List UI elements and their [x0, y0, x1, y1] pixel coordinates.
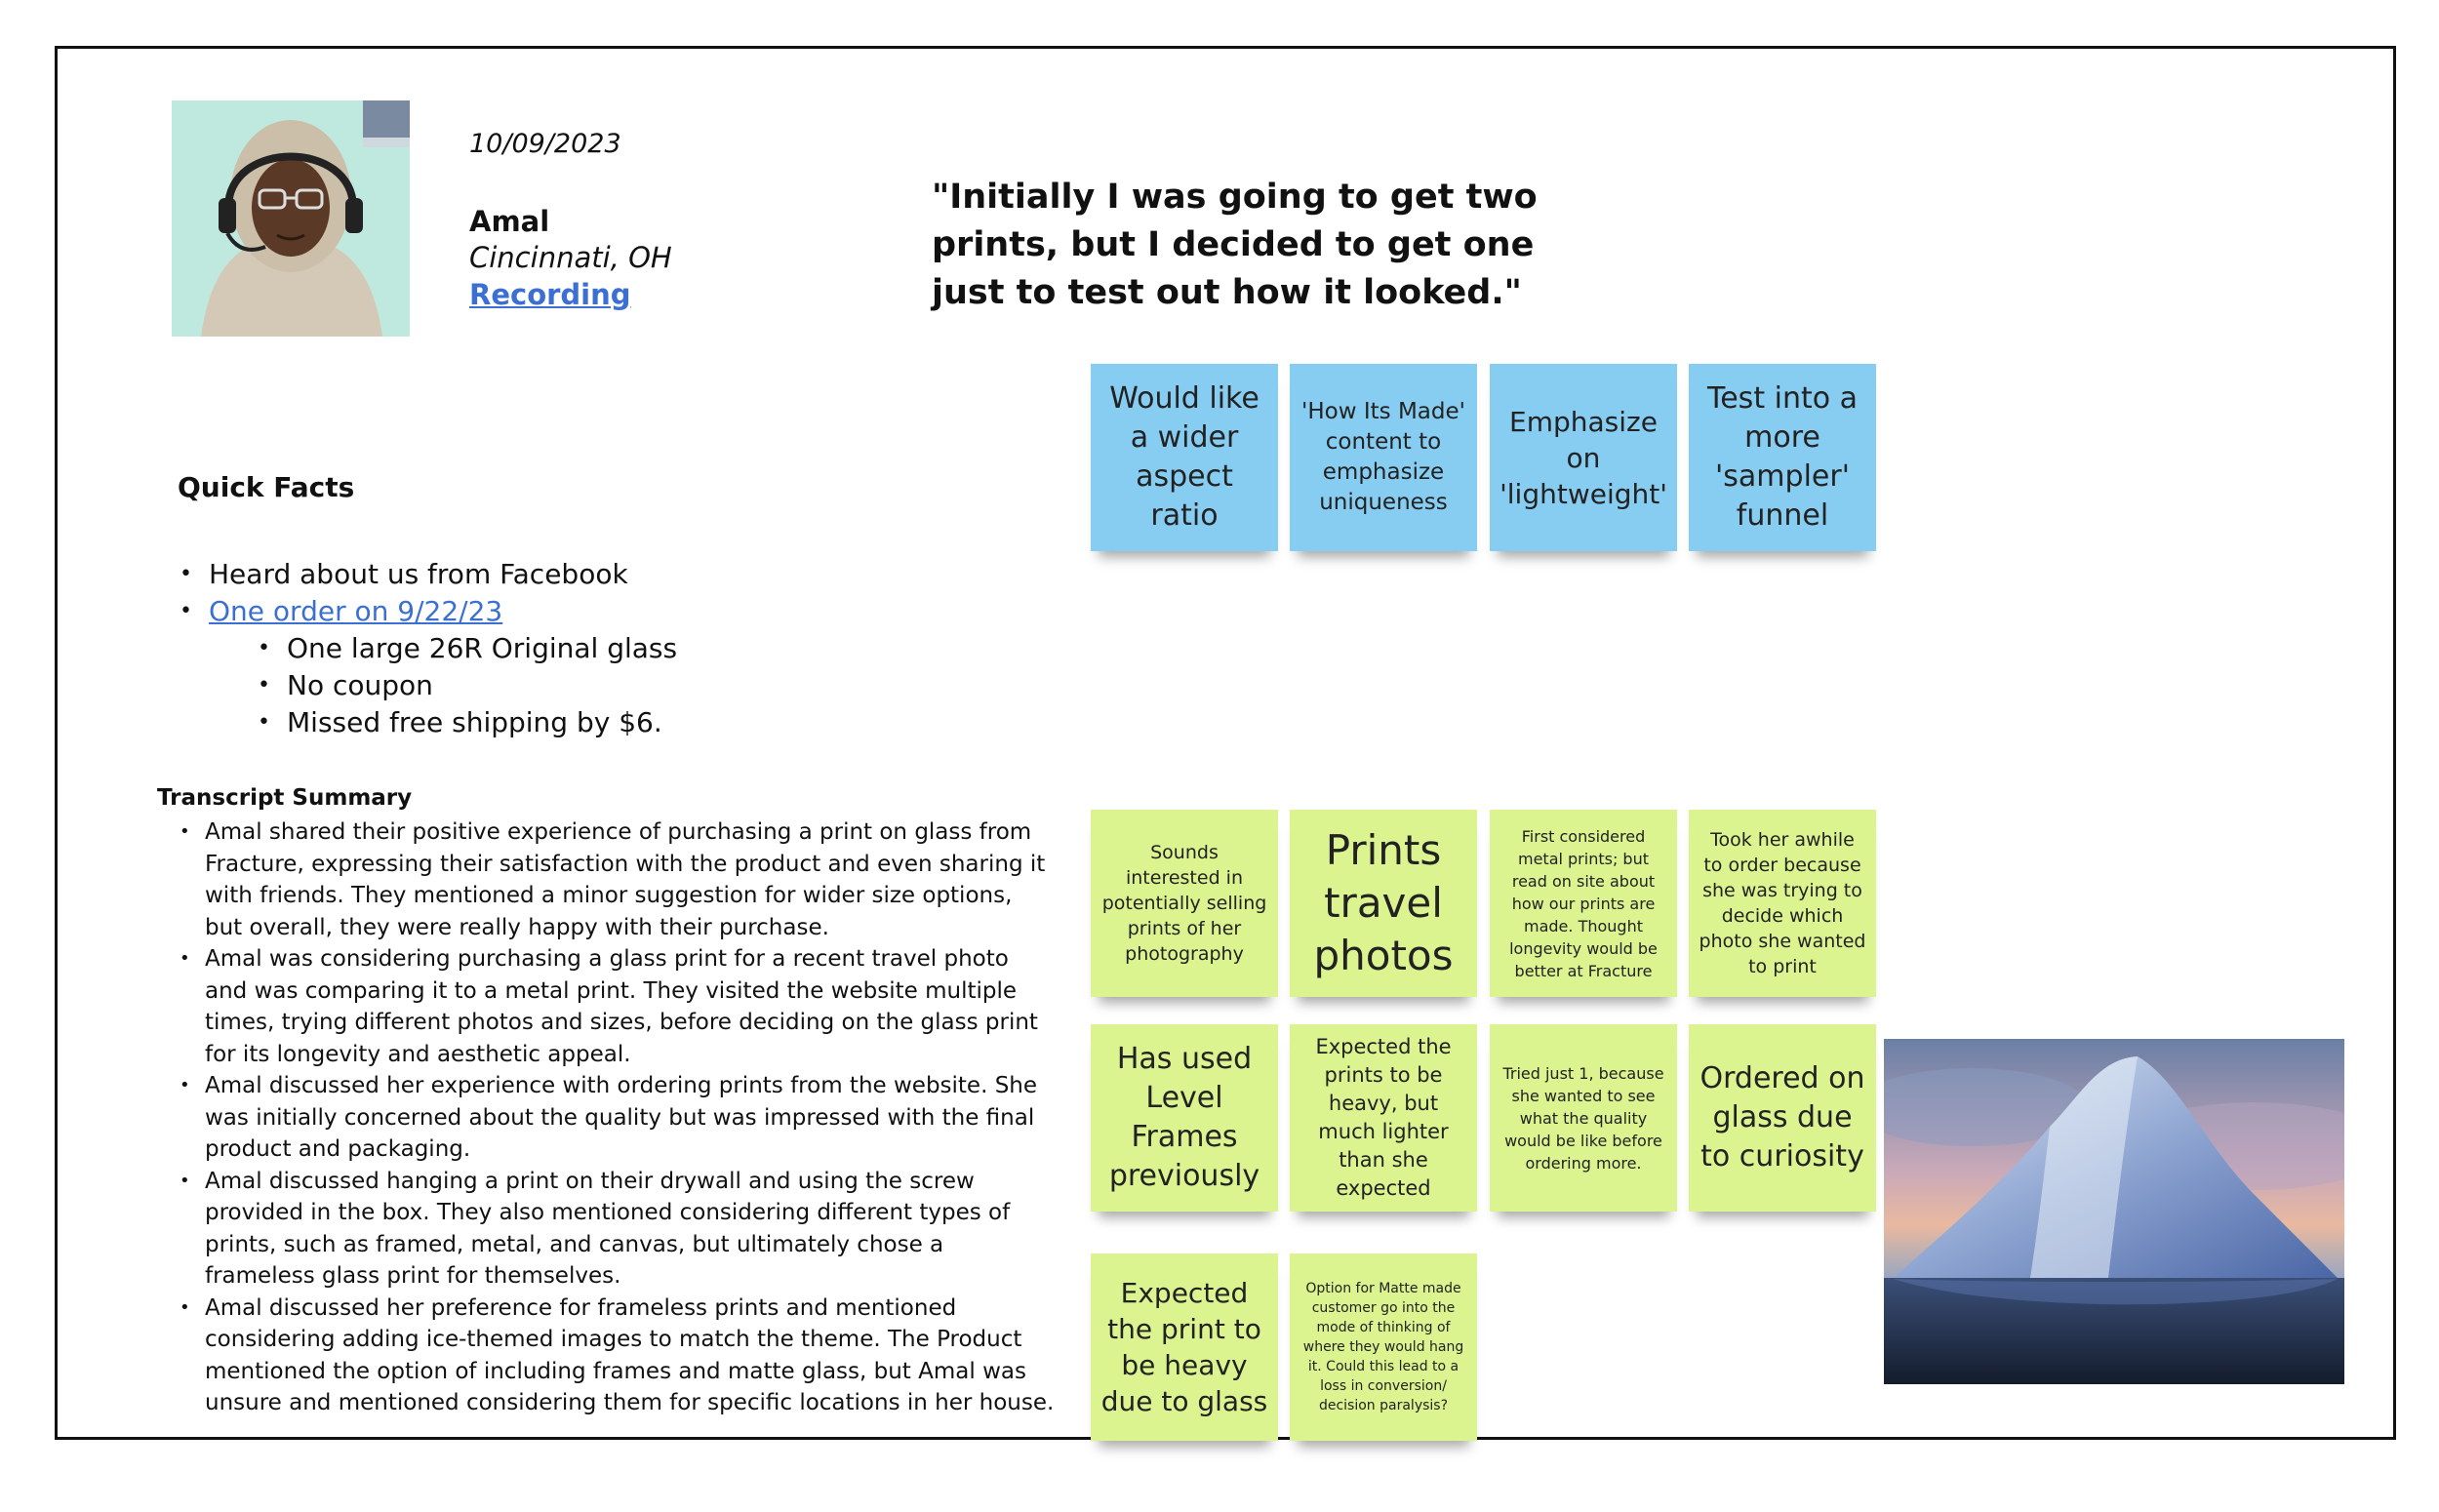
sticky-note-green[interactable]: Option for Matte made customer go into the mode of thinking of where they would hang it. Could this lead to a loss in conversion/ decision paralysis?: [1290, 1253, 1477, 1441]
sticky-note-blue[interactable]: 'How Its Made' content to emphasize uniqueness: [1290, 364, 1477, 551]
transcript-item: • Amal shared their positive experience of purchasing a print on glass from Fracture, expressing their satisfaction with the product and even sharing it with friends. They mentioned a minor suggestion for wider size options, but overall, they were really happy with their purchase.: [178, 816, 1056, 943]
recording-link[interactable]: Recording: [469, 278, 631, 311]
sticky-note-green[interactable]: Tried just 1, because she wanted to see what the quality would be like before ordering more.: [1490, 1024, 1677, 1212]
sticky-note-green[interactable]: Sounds interested in potentially selling prints of her photography: [1091, 810, 1278, 997]
transcript-item: • Amal discussed hanging a print on their drywall and using the screw provided in the box. They also mentioned considering different types of prints, such as framed, metal, and canvas, but ultimately chose a frameless glass print for themselves.: [178, 1166, 1056, 1293]
sticky-note-blue[interactable]: Test into a more 'sampler' funnel: [1689, 364, 1876, 551]
sticky-note-green[interactable]: Took her awhile to order because she was trying to decide which photo she wanted to print: [1689, 810, 1876, 997]
transcript-summary-title: Transcript Summary: [157, 785, 413, 811]
sticky-note-blue[interactable]: Emphasize on 'lightweight': [1490, 364, 1677, 551]
quick-fact-item: [178, 556, 677, 593]
sticky-note-blue[interactable]: Would like a wider aspect ratio: [1091, 364, 1278, 551]
avatar-portrait-image: [172, 100, 410, 337]
quick-fact-subitem: • One large 26R Original glass: [256, 630, 677, 667]
sticky-note-green[interactable]: Expected the prints to be heavy, but much lighter than she expected: [1290, 1024, 1477, 1212]
sticky-note-green[interactable]: Ordered on glass due to curiosity: [1689, 1024, 1876, 1212]
quick-fact-text: Heard about us from Facebook: [209, 558, 628, 590]
sticky-note-green[interactable]: Expected the print to be heavy due to glass: [1091, 1253, 1278, 1441]
transcript-item: • Amal discussed her experience with ordering prints from the website. She was initially concerned about the quality but was impressed with the final product and packaging.: [178, 1070, 1056, 1166]
iceberg-image: [1884, 1039, 2344, 1384]
highlight-quote: "Initially I was going to get two prints, but I decided to get one just to test out how it looked.": [932, 178, 1538, 312]
quick-fact-subitem: • No coupon: [256, 667, 677, 704]
quick-fact-item: [178, 593, 677, 630]
quick-facts-title: Quick Facts: [178, 471, 355, 503]
avatar: [172, 100, 410, 337]
transcript-item: • Amal was considering purchasing a glass print for a recent travel photo and was comparing it to a metal print. They visited the website multiple times, trying different photos and sizes, before deciding on the glass print for its longevity and aesthetic appeal.: [178, 943, 1056, 1070]
transcript-summary-list: [178, 816, 1056, 1419]
sticky-note-green[interactable]: Has used Level Frames previously: [1091, 1024, 1278, 1212]
order-link[interactable]: One order on 9/22/23: [209, 595, 503, 627]
sticky-note-green[interactable]: First considered metal prints; but read on site about how our prints are made. Thought longevity would be better at Fracture: [1490, 810, 1677, 997]
interview-date: 10/09/2023: [469, 129, 621, 159]
quick-fact-subitem: • Missed free shipping by $6.: [256, 704, 677, 741]
iceberg-photo: [1884, 1039, 2344, 1384]
quick-facts-list: [178, 556, 677, 741]
transcript-item: • Amal discussed her preference for frameless prints and mentioned considering adding ice-themed images to match the theme. The Product mentioned the option of including frames and matte glass, but Amal was unsure and mentioned considering them for specific locations in her house.: [178, 1293, 1056, 1419]
participant-name: Amal: [469, 205, 550, 238]
sticky-note-green[interactable]: Prints travel photos: [1290, 810, 1477, 997]
participant-location: Cincinnati, OH: [469, 241, 672, 274]
